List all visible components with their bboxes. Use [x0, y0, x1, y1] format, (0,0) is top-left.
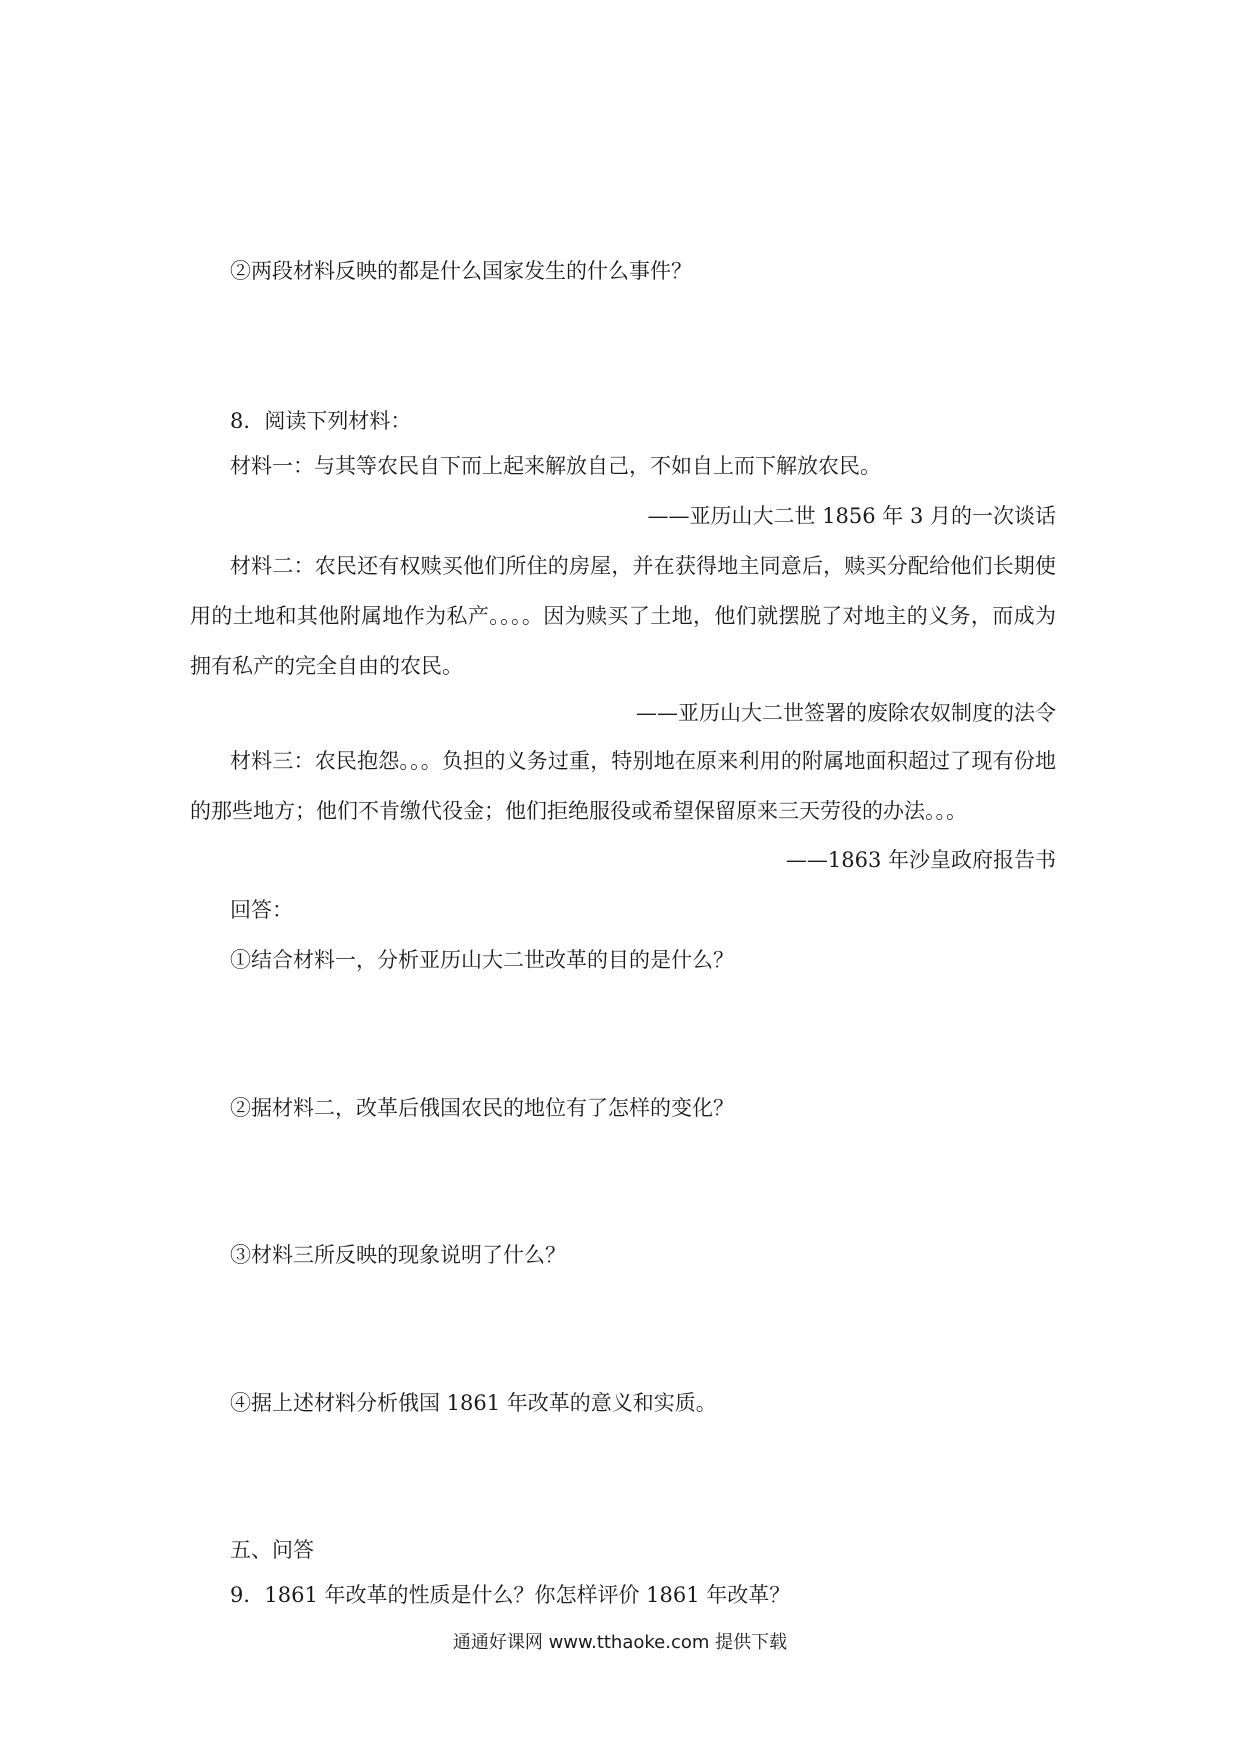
question-8-sub-3: ③材料三所反映的现象说明了什么？ — [230, 1243, 566, 1267]
material-3: 材料三：农民抱怨。。。负担的义务过重，特别地在原来利用的附属地面积超过了现有份地的那些地方；他们不肯缴代役金；他们拒绝服役或希望保留原来三天劳役的办法。。。 — [190, 749, 1056, 823]
question-8-sub-1: ①结合材料一，分析亚历山大二世改革的目的是什么？ — [230, 948, 734, 972]
prev-question-2: ②两段材料反映的都是什么国家发生的什么事件？ — [230, 259, 692, 283]
question-8-title: 8．阅读下列材料： — [230, 409, 412, 433]
question-9: 9．1861 年改革的性质是什么？你怎样评价 1861 年改革？ — [230, 1583, 791, 1607]
section-5-heading: 五、问答 — [230, 1538, 314, 1562]
footer: 通通好课网 www.tthaoke.com 提供下载 — [452, 1632, 788, 1653]
question-8-sub-4: ④据上述材料分析俄国 1861 年改革的意义和实质。 — [230, 1391, 717, 1415]
question-8-sub-2: ②据材料二，改革后俄国农民的地位有了怎样的变化？ — [230, 1096, 734, 1120]
material-1-source: ——亚历山大二世 1856 年 3 月的一次谈话 — [647, 504, 1056, 528]
answer-label: 回答： — [230, 898, 293, 922]
material-1: 材料一：与其等农民自下而上起来解放自己，不如自上而下解放农民。 — [230, 454, 881, 478]
material-2-source: ——亚历山大二世签署的废除农奴制度的法令 — [636, 701, 1056, 725]
material-3-source: ——1863 年沙皇政府报告书 — [785, 848, 1056, 872]
material-2: 材料二：农民还有权赎买他们所住的房屋，并在获得地主同意后，赎买分配给他们长期使用的土地和其他附属地作为私产。。。。因为赎买了土地，他们就摆脱了对地主的义务，而成为拥有私产的完全自由的农民。 — [190, 554, 1056, 678]
